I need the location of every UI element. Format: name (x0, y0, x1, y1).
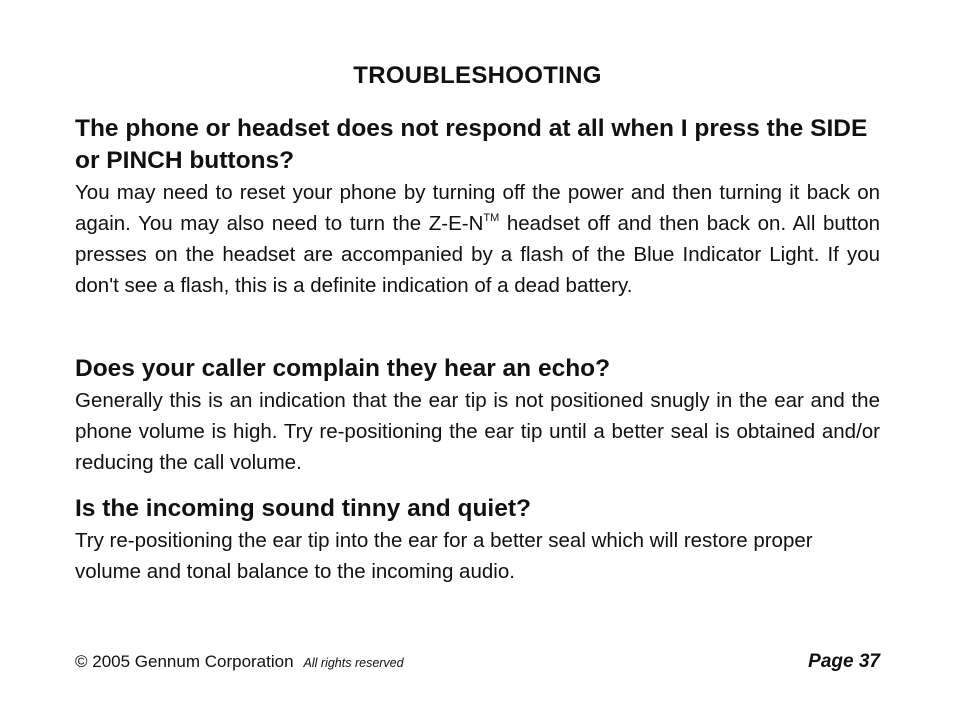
faq-question: The phone or headset does not respond at all when I press the SIDE or PINCH buttons? (75, 115, 868, 174)
document-page (75, 0, 880, 716)
trademark-symbol: TM (483, 212, 500, 224)
faq-answer: Try re-positioning the ear tip into the ear for a better seal which will restore proper volume and tonal balance to the incoming audio. (75, 529, 813, 583)
faq-section-no-response (75, 113, 880, 301)
faq-answer (75, 177, 880, 301)
copyright-notice: © 2005 Gennum Corporation (75, 652, 294, 671)
faq-question: Is the incoming sound tinny and quiet? (75, 495, 531, 522)
rights-reserved: All rights reserved (303, 656, 404, 670)
faq-answer-text-continued: headset off and then back on. All button presses on the headset are accompanied by a flash of the Blue Indicator Light. If you don't see a flash, this is a definite indication of a dead battery. (75, 212, 880, 297)
page-number: Page 37 (808, 651, 880, 672)
faq-section-tinny-sound (75, 493, 880, 587)
faq-answer-text: You may need to reset your phone by turning off the power and then turning it back on again. You may also need to turn the Z-E-N (75, 181, 880, 235)
page-footer (75, 652, 880, 672)
faq-section-echo (75, 353, 880, 478)
page-title: TROUBLESHOOTING (353, 62, 602, 89)
faq-question: Does your caller complain they hear an echo? (75, 355, 611, 382)
faq-answer: Generally this is an indication that the ear tip is not positioned snugly in the ear and the phone volume is high. Try re-positioning the ear tip until a better seal is obtained and/or reducing the call volume. (75, 389, 880, 474)
